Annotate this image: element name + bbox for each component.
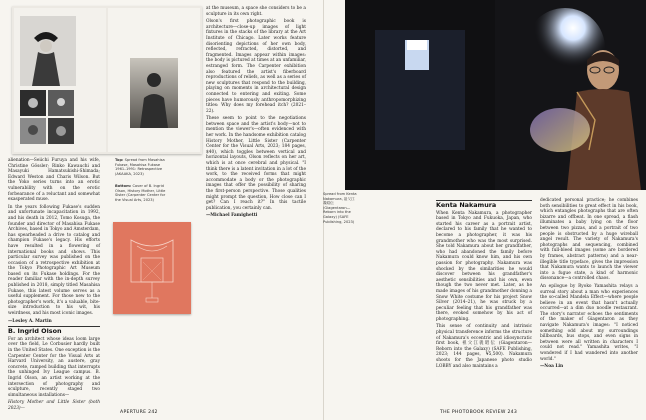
photo-content	[345, 0, 646, 190]
fukase-book-spread-image	[12, 6, 202, 154]
book-right-page	[108, 8, 200, 152]
paragraph: For an architect whose ideas loom large over the field, Le Corbusier hardly built in the United States. One exception is the Carpenter Center for the Visual Arts at Harvard University, an austere, gray concrete, ramped building that interrupts the unhinged Ivy League campus. B. Ingrid Olson, an artist working at the intersection of photography and sculpture, recently staged two simultaneous installations—	[8, 336, 100, 398]
right-photo-caption: Spread from Kenta Nakamura, 祖父江義昭伝 (Giagentaron—Reborn into the Galaxy) (SAFE Publishing, 2023)	[323, 192, 357, 224]
olson-book-cover-image	[113, 222, 191, 314]
caption-label: Top:	[115, 158, 124, 162]
nakamura-spread-photo	[345, 0, 646, 190]
paragraph: alienation—Seiichi Furuya and his wife, Christine Gössler; Rinko Kawauchi and Masayuki Hamatsukishi-Shimada; Edward Weston and Charis Wilson. But the Yoko series turns into an erotic vulnerability with on the erotic forbearance of a reluctant and somewhat exasperated muse.	[8, 158, 100, 203]
book-left-page	[14, 8, 106, 152]
left-column-1	[8, 158, 100, 414]
paragraph: When Kenta Nakamura, a photographer based in Tokyo and Fukuoka, Japan, who started his career as a portrait artist, declared to his family that he wanted to become a photographer, it was his grandmother who was the most surprised. She told Nakamura about her grandfather, who had abandoned the family before Nakamura could know him, and his own passion for photography. Nakamura was shocked by the similarities he would discover between his grandfather's aesthetic sensibilities and his own, even though the two never met. Later, as he made images of his grandmother donning a Snow White costume for his project Snow Silver (2014–21), he was struck by a peculiar feeling that his grandfather was there, evoked somehow by his act of photographing.	[436, 210, 532, 322]
caption-text: Spread from Masahisa Fukase, Masahisa Fukase 1961–1991: Retrospective (AKAAKA, 2023)	[115, 158, 165, 176]
caption-text: Cover of B. Ingrid Olson, History Mother, Little Sister (Carpenter Center for the Visual Arts, 2023)	[115, 184, 166, 202]
paragraph-tail: History Mother and Little Sister (both 2023)—	[8, 400, 100, 411]
section-heading: B. Ingrid Olson	[8, 327, 62, 336]
page-footer-right: THE PHOTOBOOK REVIEW 243	[440, 410, 518, 415]
right-column-1	[436, 198, 532, 371]
byline: —Michael Famighetti	[206, 213, 258, 219]
cover-artwork	[113, 222, 191, 314]
contact-sheet-photos	[14, 8, 106, 152]
paragraph: These seem to point to the negotiations between space and the artist's body—not to mention the viewer's—often evidenced with her work. In the handsome exhibition catalog History Mother, Little Sister (Carpenter Center for the Visual Arts, 2023; 184 pages, $40), which toggles between vertical and horizontal layouts, Olson reflects on her art, which is at once cerebral and physical. "I think there is a latent invitation in a lot of the work, to the received forms that might accommodate a body or the photographic images that offer the possibility of sharing the first-person perspective. Those qualities might prompt the question, How close can I get? Can I reach it?" In this tactile publication, you certainly can.	[206, 116, 306, 211]
page-footer-left: APERTURE 242	[120, 410, 158, 415]
byline: —Lesley A. Martin	[8, 318, 52, 324]
paragraph: This sense of continuity and intrinsic physical transference informs the structure of Nakamura's eccentric and idiosyncratic first book, 祖父江義昭伝 (Giagentaron—Reborn into the Galaxy) (SAFE Publishing, 2023; 144 pages, ¥5,500). Nakamura shoots for the Japanese photo studio LOBBY and also maintains a	[436, 324, 532, 369]
paragraph: dedicated personal practice; he combines both sensibilities to great effect in his book, which entangles photographs that are often bizarre and offbeat. In one spread, a flash illuminates a baby lying on the floor between two pizzas, and a portrait of two people is obstructed by a huge wireball angel result. The variety of Nakamura's photographs and sequencing, combined with full-bleed images (some are bordered by frames, abstract patterns) and a near-illegible title typeface, gives the impression that Nakamura wants to launch the viewer into a fugue state, a kind of harmonic dissonance—a controlled chaos.	[540, 198, 638, 282]
paragraph: at the museum, a space she considers to be a sculpture in its own right.	[206, 6, 306, 17]
caption-bottom	[115, 184, 167, 202]
caption-top	[115, 158, 167, 176]
left-column-2	[206, 6, 306, 221]
section-heading: Kenta Nakamura	[436, 201, 497, 209]
paragraph: An epilogue by Ryoko Yamashita relays a surreal story about a man who experiences the so-called Mandela Effect—where people believe in an event that hasn't actually occurred—at a dim duo noodle restaurant. The story's narrator echoes the sentiments of the maker of Giagentaron as they navigate Nakamura's images: "I noticed something odd about my surroundings billboards, bus stops, and even signs in between were all written in characters I could not read." Yamashita writes, "I wondered if I had wandered into another world."	[540, 283, 638, 362]
paragraph: In the years following Fukase's sudden and unfortunate incapacitation in 1992, and his death in 2012, Tomo Kosuga, the founder and director of Masahisa Fukase Archives, based in Tokyo and Amsterdam, has spearheaded a drive to catalog and champion Fukase's legacy. His efforts have resulted in a flowering of international books and shows. This particular survey was published on the occasion of a retrospective exhibition at the Tokyo Photographic Art Museum based on its Fukase holdings. For the reader familiar with the in-depth survey published in 2018, simply titled Masahisa Fukase, this latest volume serves as a useful supplement. For those new to the photographer's work, it's a valuable, bite-size introduction to his wit, his weirdness, and his most iconic images.	[8, 204, 100, 317]
caption-label: Bottom:	[115, 184, 132, 188]
paragraph: Olson's first photographic book is architecture—close-up images of light fixtures in the stacks of the library at the Art Institute of Chicago. Later works feature disorienting depictions of her own body, reflected, refracted, distorted, and fragmented. Images appear within images: the body is pictured at times at an unfamiliar, estranged form. The Carpenter exhibition also featured the artist's fiberboard reproductions of reliefs, as well as a series of new sculptures that respond to the building, playing on moments in architectural design connected to entering and exiting. Some pieces have humorously anthropomorphizing titles: Why does my forehead itch? (2021–22).	[206, 19, 306, 114]
single-portrait-photo	[108, 8, 200, 152]
byline: —Noa Lin	[540, 364, 564, 370]
right-column-2	[540, 198, 638, 372]
